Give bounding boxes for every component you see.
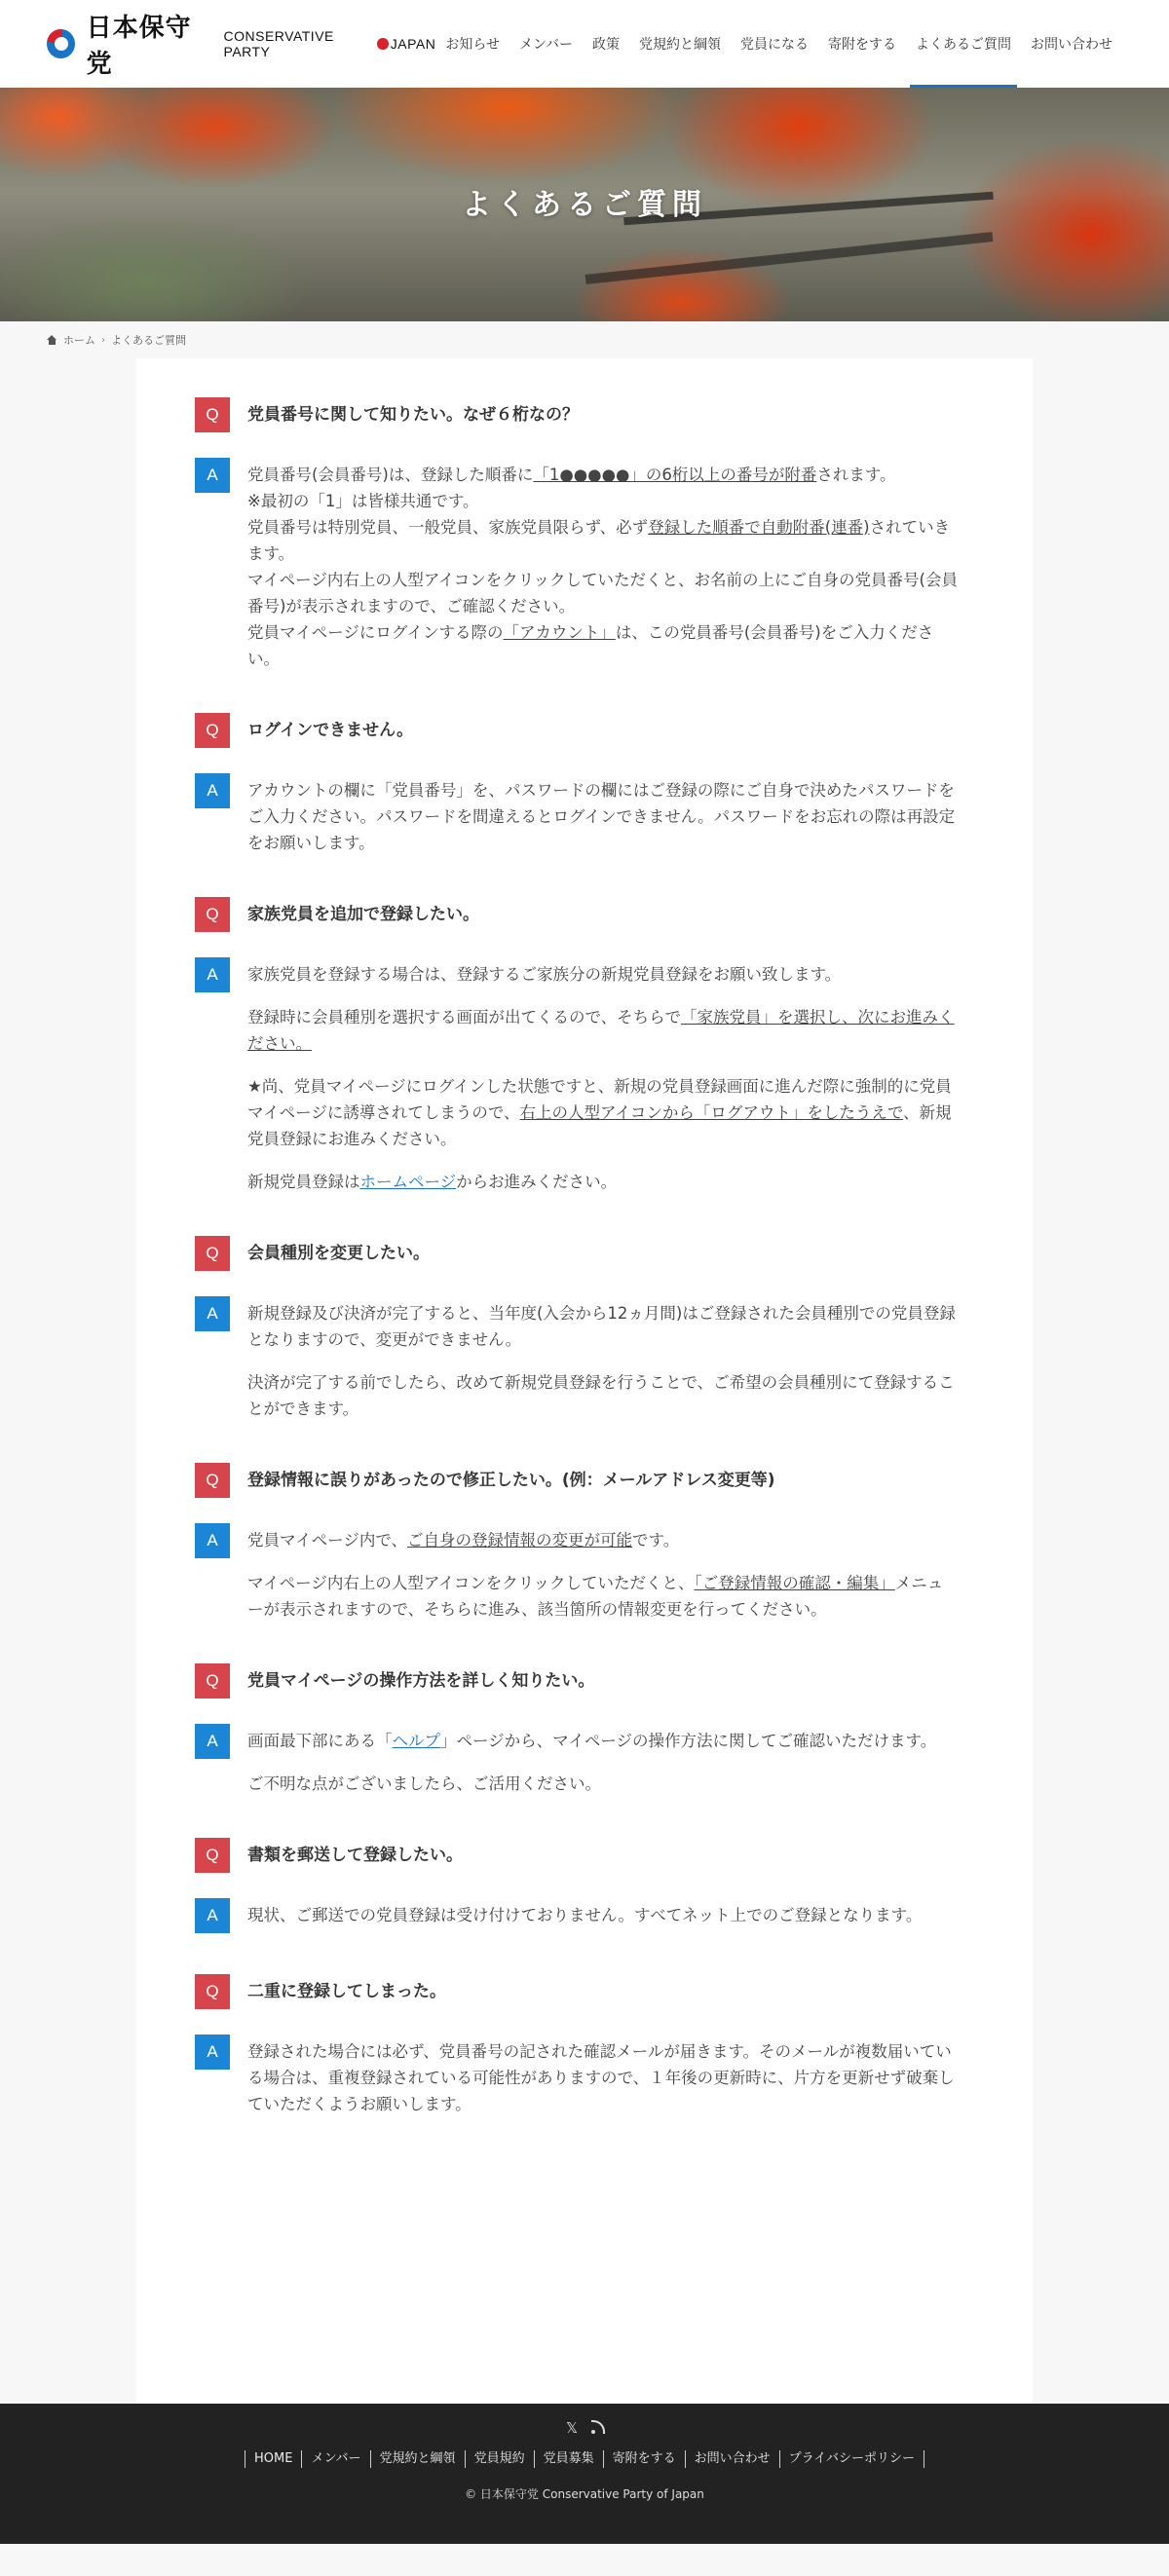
hero-bridge-rail-lower — [585, 232, 994, 284]
question-row — [195, 1838, 974, 1873]
logo-sub-left: CONSERVATIVE PARTY — [223, 28, 334, 59]
answer-row — [195, 1724, 974, 1797]
breadcrumb-current: よくあるご質問 — [111, 334, 186, 347]
answer-text: 党員マイページにログインする際の — [247, 623, 504, 642]
rss-icon[interactable] — [591, 2422, 603, 2434]
nav-item[interactable]: お知らせ — [445, 37, 500, 53]
answer-badge: A — [195, 1898, 230, 1933]
answer-body — [247, 1898, 959, 1928]
answer-text: 党員番号(会員番号)は、登録した順番に — [247, 466, 534, 484]
question-text: 党員番号に関して知りたい。なぜ６桁なの？ — [247, 405, 579, 425]
answer-row — [195, 957, 974, 1195]
footer-nav-item[interactable]: 党員規約 — [465, 2450, 534, 2468]
answer-body — [247, 2035, 959, 2117]
answer-text: 、新規党員登録にお進みください。 — [247, 1103, 952, 1148]
chevron-right-icon: › — [101, 334, 105, 346]
answer-text: 登録された場合には必ず、党員番号の記された確認メールが届きます。そのメールが複数届いている場合は、重複登録されている可能性がありますので、１年後の更新時に、片方を更新せず破棄していただくようお願いします。 — [247, 2042, 955, 2113]
answer-badge: A — [195, 957, 230, 992]
question-text: 二重に登録してしまった。 — [247, 1982, 446, 2001]
answer-paragraph — [247, 1771, 959, 1797]
faq-item — [195, 1463, 974, 1623]
logo-subtitle — [224, 28, 436, 59]
answer-text: ご不明な点がございましたら、ご活用ください。 — [247, 1774, 601, 1793]
footer-nav-item[interactable]: 党規約と綱領 — [370, 2450, 465, 2468]
answer-text: 画面最下部にある「 — [247, 1732, 393, 1750]
answer-text: されていきます。 — [247, 518, 951, 563]
faq-item — [195, 713, 974, 856]
answer-paragraph — [247, 1073, 959, 1152]
emphasis-text: 「家族党員」を選択し、次にお進みください。 — [247, 1008, 955, 1053]
page-title: よくあるご質問 — [462, 188, 707, 222]
answer-text: 新規登録及び決済が完了すると、当年度(入会から12ヵ月間)はご登録された会員種別での党員登録となりますので、変更ができません。 — [247, 1304, 956, 1349]
answer-row — [195, 458, 974, 672]
answer-text: されます。 — [816, 466, 896, 484]
faq-list — [136, 358, 1033, 2404]
question-row — [195, 1663, 974, 1699]
answer-text: 家族党員を登録する場合は、登録するご家族分の新規党員登録をお願い致します。 — [247, 965, 842, 984]
answer-text: 現状、ご郵送での党員登録は受け付けておりません。すべてネット上でのご登録となります。 — [247, 1906, 923, 1924]
answer-text: からお進みください。 — [456, 1173, 618, 1191]
nav-item[interactable]: よくあるご質問 — [906, 0, 1021, 88]
nav-item[interactable]: お問い合わせ — [1031, 37, 1112, 53]
logo-text: 日本保守党 — [86, 14, 192, 79]
faq-item — [195, 897, 974, 1195]
nav-item[interactable]: 党規約と綱領 — [639, 37, 721, 53]
footer-nav-item[interactable]: プライバシーポリシー — [779, 2450, 924, 2468]
answer-badge: A — [195, 1523, 230, 1558]
answer-paragraph — [247, 1004, 959, 1057]
answer-paragraph — [247, 961, 959, 988]
answer-text: は、この党員番号(会員番号)をご入力ください。 — [247, 623, 934, 668]
answer-text: 決済が完了する前でしたら、改めて新規党員登録を行うことで、ご希望の会員種別にて登録することができます。 — [247, 1373, 955, 1418]
logo-sub-right: JAPAN — [390, 36, 436, 52]
question-row — [195, 897, 974, 932]
question-badge: Q — [195, 1838, 230, 1873]
site-logo[interactable] — [47, 8, 435, 80]
footer-nav-item[interactable]: 党員募集 — [534, 2450, 603, 2468]
answer-badge: A — [195, 773, 230, 808]
answer-text: ※最初の「1」は皆様共通です。 — [247, 492, 479, 510]
faq-item — [195, 1974, 974, 2117]
question-badge: Q — [195, 1236, 230, 1271]
question-text: 登録情報に誤りがあったので修正したい。(例：メールアドレス変更等) — [247, 1471, 775, 1490]
answer-text: です。 — [632, 1531, 680, 1549]
footer-nav — [245, 2450, 924, 2468]
answer-text: 登録時に会員種別を選択する画面が出てくるので、そちらで — [247, 1008, 682, 1027]
answer-badge: A — [195, 1296, 230, 1331]
logo-dot-icon — [377, 38, 388, 50]
answer-paragraph — [247, 1300, 959, 1353]
answer-text: ★尚、党員マイページにログインした状態ですと、新規の党員登録画面に進んだ際に強制的に党員マイページに誘導されてしまうので、 — [247, 1077, 952, 1122]
home-icon — [47, 335, 57, 345]
answer-row — [195, 1296, 974, 1422]
nav-item[interactable]: 党員になる — [740, 37, 809, 53]
answer-body — [247, 1296, 959, 1422]
question-text: 書類を郵送して登録したい。 — [247, 1846, 463, 1865]
answer-paragraph — [247, 462, 959, 488]
answer-body — [247, 1523, 959, 1623]
faq-item — [195, 1838, 974, 1933]
copyright: © 日本保守党 Conservative Party of Japan — [465, 2487, 704, 2501]
footer-nav-item[interactable]: 寄附をする — [603, 2450, 685, 2468]
question-row — [195, 713, 974, 748]
answer-text: マイページ内右上の人型アイコンをクリックしていただくと、 — [247, 1574, 695, 1592]
inline-link[interactable]: ホームページ — [359, 1173, 457, 1191]
answer-row — [195, 2035, 974, 2117]
answer-body — [247, 1724, 959, 1797]
question-badge: Q — [195, 713, 230, 748]
emphasis-text: 登録した順番で自動附番(連番) — [648, 518, 870, 537]
emphasis-text: 「ご登録情報の確認・編集」 — [694, 1574, 895, 1592]
question-badge: Q — [195, 1663, 230, 1699]
emphasis-text: 「1●●●●●」の6桁以上の番号が附番 — [533, 466, 817, 484]
answer-paragraph — [247, 514, 959, 567]
answer-row — [195, 1523, 974, 1623]
nav-item[interactable]: 政策 — [592, 37, 620, 53]
answer-text: 新規党員登録は — [247, 1173, 360, 1191]
question-badge: Q — [195, 397, 230, 432]
inline-link[interactable]: ヘルプ — [392, 1732, 440, 1750]
answer-row — [195, 1898, 974, 1933]
answer-text: メニューが表示されますので、そちらに進み、該当箇所の情報変更を行ってください。 — [247, 1574, 944, 1619]
footer-nav-item[interactable]: お問い合わせ — [685, 2450, 779, 2468]
emphasis-text: ご自身の登録情報の変更が可能 — [407, 1531, 633, 1549]
breadcrumb-home[interactable]: ホーム — [63, 334, 95, 347]
social-links — [566, 2419, 603, 2437]
answer-paragraph — [247, 488, 959, 514]
question-row — [195, 397, 974, 432]
party-logo-icon — [47, 29, 75, 58]
breadcrumb — [0, 321, 1169, 358]
faq-item — [195, 1236, 974, 1422]
page-hero — [0, 88, 1169, 321]
answer-paragraph — [247, 1570, 959, 1623]
question-row — [195, 1974, 974, 2009]
question-row — [195, 1236, 974, 1271]
answer-paragraph — [247, 1169, 959, 1195]
emphasis-text: 右上の人型アイコンから「ログアウト」をしたうえで — [519, 1103, 904, 1122]
footer-nav-item[interactable]: HOME — [245, 2450, 301, 2468]
answer-paragraph — [247, 2038, 959, 2117]
x-icon[interactable]: 𝕏 — [565, 2419, 579, 2437]
nav-item[interactable]: メンバー — [518, 37, 573, 53]
answer-text: 党員番号は特別党員、一般党員、家族党員限らず、必ず — [247, 518, 649, 537]
site-footer — [0, 2404, 1169, 2544]
answer-paragraph — [247, 1527, 959, 1553]
answer-text: アカウントの欄に「党員番号」を、パスワードの欄にはご登録の際にご自身で決めたパスワードをご入力ください。パスワードを間違えるとログインできません。パスワードをお忘れの際は再設定をお願いします。 — [247, 781, 956, 852]
faq-item — [195, 1663, 974, 1797]
answer-body — [247, 458, 959, 672]
nav-item[interactable]: 寄附をする — [828, 37, 896, 53]
faq-item — [195, 397, 974, 672]
answer-text: 」ページから、マイページの操作方法に関してご確認いただけます。 — [440, 1732, 937, 1750]
footer-nav-item[interactable]: メンバー — [301, 2450, 369, 2468]
answer-badge: A — [195, 458, 230, 493]
answer-paragraph — [247, 567, 959, 619]
answer-body — [247, 773, 959, 856]
question-text: 家族党員を追加で登録したい。 — [247, 905, 479, 924]
main-nav — [435, 0, 1122, 88]
emphasis-text: 「アカウント」 — [503, 623, 616, 642]
answer-paragraph — [247, 1369, 959, 1422]
question-text: ログインできません。 — [247, 721, 414, 740]
site-header — [0, 0, 1169, 88]
question-badge: Q — [195, 1463, 230, 1498]
question-row — [195, 1463, 974, 1498]
answer-badge: A — [195, 2035, 230, 2070]
question-text: 党員マイページの操作方法を詳しく知りたい。 — [247, 1671, 595, 1691]
answer-paragraph — [247, 1902, 959, 1928]
answer-text: 党員マイページ内で、 — [247, 1531, 408, 1549]
question-badge: Q — [195, 897, 230, 932]
answer-body — [247, 957, 959, 1195]
answer-paragraph — [247, 619, 959, 672]
question-text: 会員種別を変更したい。 — [247, 1244, 430, 1263]
answer-badge: A — [195, 1724, 230, 1759]
question-badge: Q — [195, 1974, 230, 2009]
answer-row — [195, 773, 974, 856]
answer-text: マイページ内右上の人型アイコンをクリックしていただくと、お名前の上にご自身の党員番号(会員番号)が表示されますので、ご確認ください。 — [247, 571, 958, 616]
answer-paragraph — [247, 1728, 959, 1754]
answer-paragraph — [247, 777, 959, 856]
